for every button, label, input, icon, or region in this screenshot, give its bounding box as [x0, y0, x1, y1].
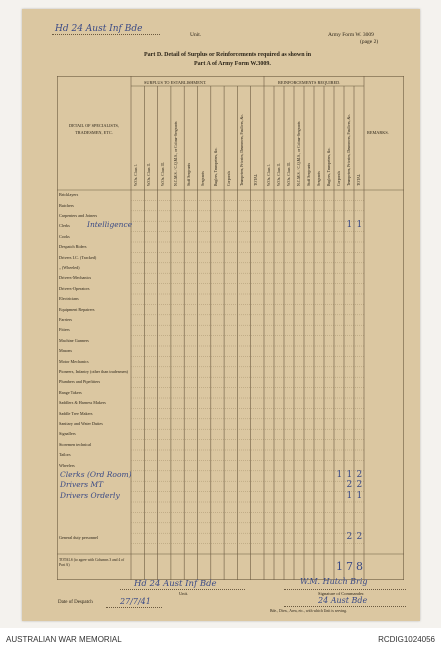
row-label: Machine Gunners — [59, 337, 89, 343]
reinforcement-value: 1 — [346, 220, 353, 231]
unit-handwriting: Hd 24 Aust Inf Bde — [55, 24, 143, 34]
row-label: Saddle Tree Makers — [59, 410, 93, 416]
footer-right: RCDIG1024056 — [378, 635, 435, 644]
reinforcement-value: 2 — [346, 532, 353, 543]
surplus-column-heading: TOTAL — [253, 173, 258, 186]
unit-label: Unit. — [190, 32, 202, 38]
part-title-1: Part D. Detail of Surplus or Reinforcements required as shown in — [144, 52, 312, 58]
row-label: Drivers-Operators — [59, 285, 90, 291]
row-label: Plumbers and Pipefitters — [59, 379, 101, 385]
total-value: 1 — [336, 560, 343, 573]
row-label: Pioneers, Infantry (other than tradesmen) — [59, 369, 128, 374]
row-label: Drivers-Mechanics — [59, 275, 92, 281]
reinforcement-column-heading: Sergeants — [317, 171, 321, 186]
page-number: (page 2) — [360, 39, 379, 45]
reinforcement-column-heading: N.C.M.S. / C.Q.M.S., or Colour-Sergeants — [297, 121, 301, 186]
reinforcement-column-heading: TOTAL — [357, 173, 361, 186]
reinforcement-value: 2 — [346, 480, 353, 491]
row-label: Drivers I.C. (Tracked) — [59, 254, 97, 260]
row-label: Bricklayers — [59, 192, 79, 198]
total-value: 8 — [356, 560, 363, 573]
row-label: Electricians — [59, 296, 79, 302]
row-label: Tailors — [59, 452, 71, 458]
unit-line — [52, 34, 160, 35]
commander-label: Signature of Commander. — [318, 591, 365, 596]
reinforcement-value: 1 — [356, 490, 363, 501]
detail-header: DETAIL OF SPECIALISTS, TRADESMEN, ETC. — [69, 123, 119, 135]
surplus-column-heading: N.C.M.S. / C.Q.M.S., or Colour-Sergeants — [173, 121, 178, 186]
row-label: „ (Wheeled) — [59, 265, 80, 270]
row-label: Cooks — [59, 233, 70, 239]
row-label: Farriers — [59, 317, 73, 322]
row-label: Storemen technical — [59, 441, 92, 447]
row-handwriting: Drivers MT — [60, 480, 104, 490]
row-label: Saddlers & Harness Makers — [59, 400, 106, 406]
commander-line — [284, 589, 406, 590]
signature-unit-line — [120, 589, 245, 590]
row-label: Wheelers — [59, 462, 75, 468]
despatch-line — [106, 607, 162, 608]
row-handwriting: Drivers Orderly — [60, 490, 120, 500]
formation-line — [284, 606, 406, 607]
part-title-2: Part A of Army Form W.3009. — [194, 61, 271, 67]
reinforcement-value: 2 — [356, 470, 363, 480]
surplus-column-heading: W.Os. Class III. — [160, 161, 165, 186]
reinforcement-column-heading: W.Os. Class II. — [277, 163, 281, 186]
surplus-column-heading: Corporals — [227, 171, 232, 186]
row-label: Despatch Riders — [59, 244, 87, 250]
footer-left: AUSTRALIAN WAR MEMORIAL — [6, 635, 122, 644]
row-handwriting: Clerks (Ord Room) — [60, 470, 132, 479]
surplus-header: SURPLUS TO ESTABLISHMENT. — [144, 80, 207, 85]
row-handwriting: Intelligence — [87, 220, 133, 230]
despatch-label: Date of Despatch — [58, 600, 93, 605]
totals-label: TOTALS (to agree with Columns 3 and 4 of Part A) — [59, 558, 125, 567]
surplus-column-heading: W.Os. Class I. — [134, 164, 138, 186]
reinforcement-column-heading: W.Os. Class III. — [287, 161, 291, 186]
reinforcement-column-heading: Trumpeters, Privates, Drummers, Fusiliers, &c. — [347, 113, 351, 186]
surplus-column-heading: Staff Sergeants — [187, 163, 192, 186]
commander-unit-handwriting: 24 Aust Bde — [318, 596, 368, 605]
surplus-column-heading: Buglers, Trumpeters, &c. — [213, 147, 218, 186]
reinforcement-column-heading: Corporals — [337, 171, 341, 186]
total-value: 7 — [346, 560, 353, 573]
row-label: Range Takers — [59, 389, 82, 395]
reinforcement-value: 1 — [336, 470, 343, 480]
reinforcement-column-heading: W.Os. Class I. — [267, 164, 271, 186]
reinforcement-column-heading: Staff Sergeants — [307, 163, 311, 186]
row-label: Fitters — [59, 327, 70, 333]
row-label: Masons — [59, 348, 73, 354]
surplus-column-heading: W.Os. Class II. — [147, 163, 152, 186]
formation-label: Bde., Divn., Area, etc., with which Unit is serving. — [270, 609, 347, 613]
reinforcement-value: 2 — [356, 480, 363, 491]
reinforcement-value: 1 — [356, 220, 363, 231]
row-label: Motor Mechanics — [59, 358, 89, 364]
surplus-column-heading: Sergeants — [200, 171, 205, 186]
row-label: Equipment Repairers — [59, 306, 95, 312]
remarks-header: REMARKS. — [367, 130, 389, 135]
signature-unit-handwriting: Hd 24 Aust Inf Bde — [134, 579, 217, 589]
row-label: General duty personnel — [59, 535, 99, 541]
signature-unit-label: Unit. — [179, 591, 189, 596]
reinforcement-value: 1 — [346, 490, 353, 501]
form-name: Army Form W. 3009 — [328, 32, 374, 38]
form-sheet — [22, 9, 420, 621]
reinforcement-column-heading: Buglers, Trumpeters, &c. — [327, 147, 331, 186]
reinforcements-header: REINFORCEMENTS REQUIRED. — [278, 80, 341, 85]
row-label: Butchers — [59, 202, 74, 208]
row-label: Carpenters and Joiners — [59, 213, 98, 218]
despatch-date: 27/7/41 — [120, 597, 151, 606]
row-label: Clerks — [59, 223, 70, 229]
reinforcement-value: 1 — [346, 470, 353, 480]
commander-signature: W.M. Hutch Brig — [300, 577, 368, 586]
reinforcement-value: 2 — [356, 532, 363, 543]
surplus-column-heading: Trumpeters, Privates, Drummers, Fusiliers, &c. — [240, 113, 245, 186]
row-label: Sanitary and Water Duties — [59, 421, 103, 426]
archive-footer — [0, 628, 441, 654]
row-label: Signallers — [59, 431, 76, 437]
